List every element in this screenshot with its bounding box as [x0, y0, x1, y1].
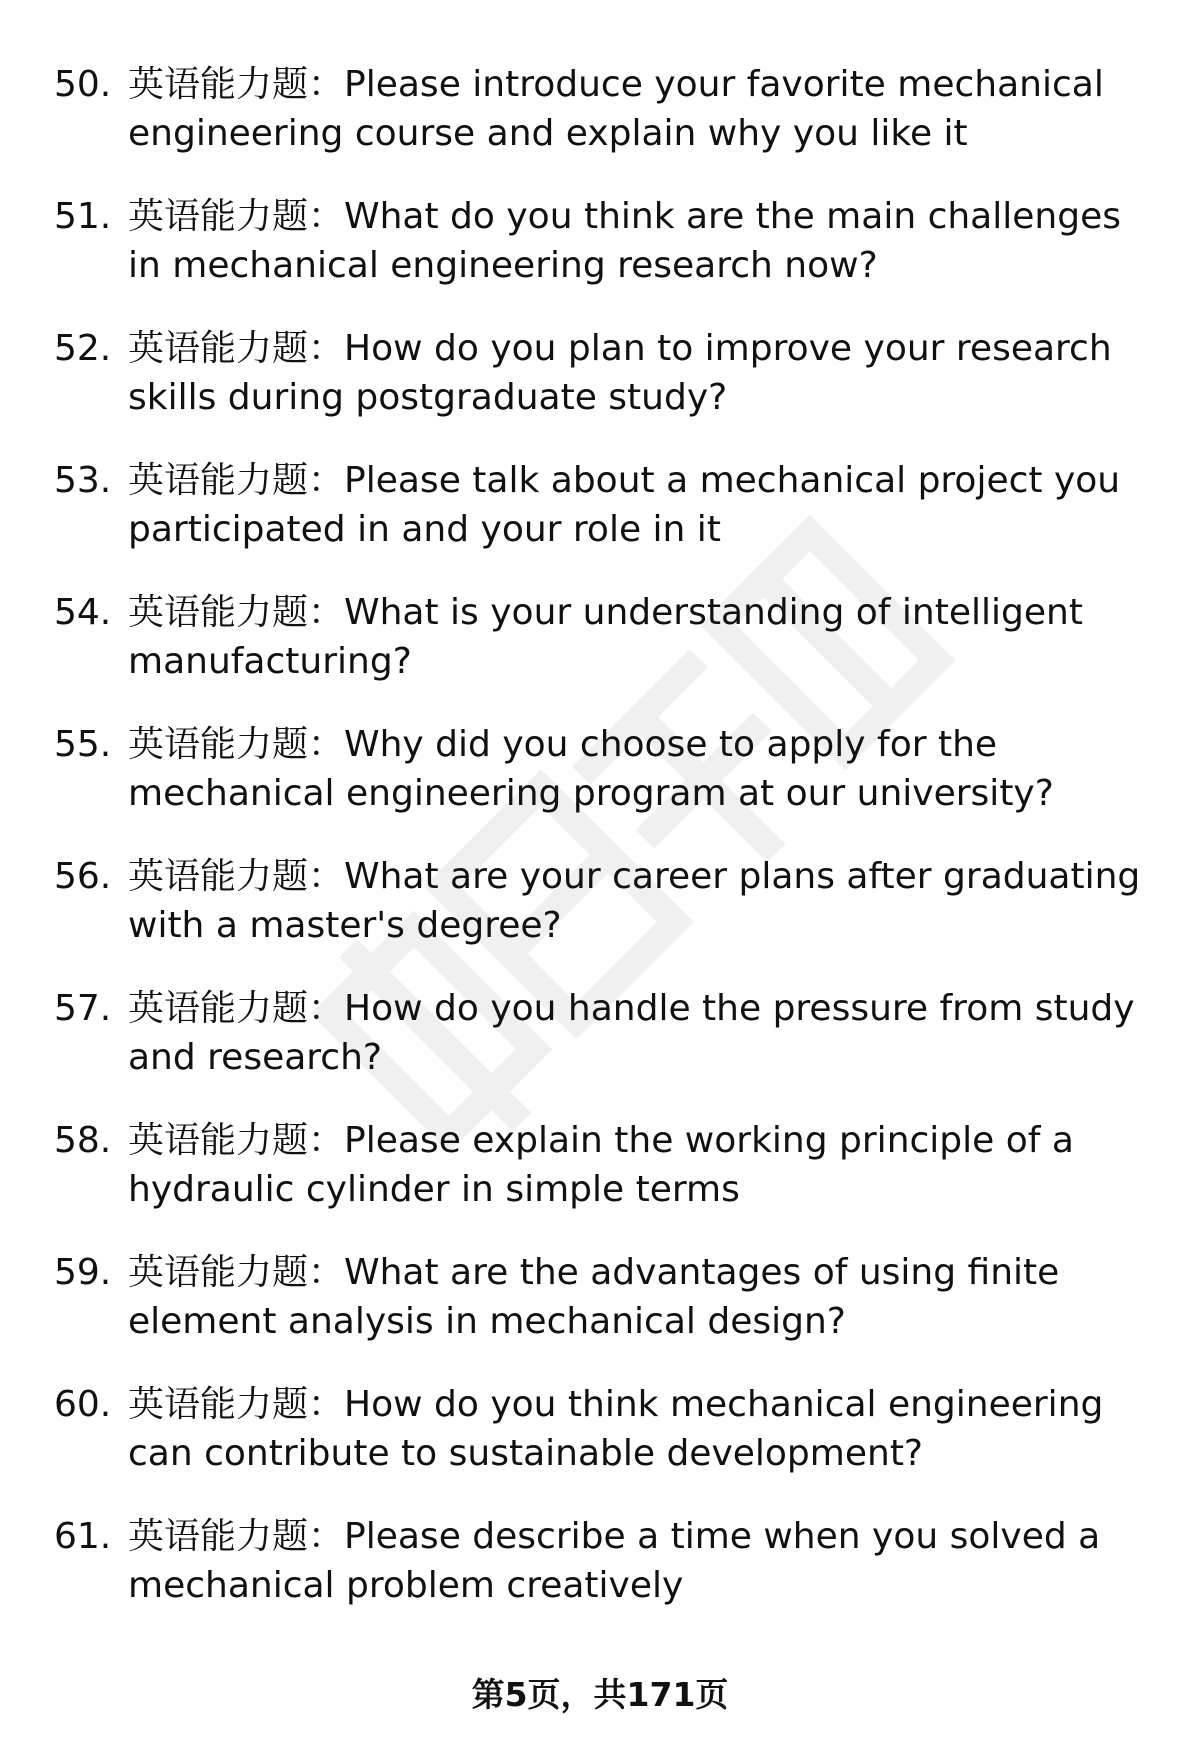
question-item	[54, 1380, 1164, 1512]
question-category: 英语能力题：	[128, 988, 345, 1029]
question-text: What are your career plans after graduating with a master's degree?	[128, 856, 1141, 946]
question-category: 英语能力题：	[128, 592, 345, 633]
question-item	[54, 984, 1164, 1116]
question-body	[128, 456, 1164, 554]
question-item	[54, 1248, 1164, 1380]
question-category: 英语能力题：	[128, 328, 345, 369]
question-item	[54, 192, 1164, 324]
question-number: 54.	[54, 592, 112, 633]
question-number: 59.	[54, 1252, 112, 1293]
question-body	[128, 1248, 1164, 1346]
question-number: 60.	[54, 1384, 112, 1425]
question-text: Why did you choose to apply for the mechanical engineering program at our university?	[128, 724, 1054, 814]
question-item	[54, 456, 1164, 588]
question-number: 51.	[54, 196, 112, 237]
question-body	[128, 1116, 1164, 1214]
question-text: Please talk about a mechanical project you participated in and your role in it	[128, 460, 1121, 550]
question-number: 55.	[54, 724, 112, 765]
question-number: 53.	[54, 460, 112, 501]
question-body	[128, 984, 1164, 1082]
page-number-footer: 第5页，共171页	[471, 1675, 729, 1714]
question-body	[128, 60, 1164, 158]
question-category: 英语能力题：	[128, 856, 345, 897]
question-item	[54, 60, 1164, 192]
question-category: 英语能力题：	[128, 196, 345, 237]
question-category: 英语能力题：	[128, 1120, 345, 1161]
question-body	[128, 588, 1164, 686]
question-number: 52.	[54, 328, 112, 369]
question-category: 英语能力题：	[128, 1384, 345, 1425]
question-body	[128, 192, 1164, 290]
question-number: 57.	[54, 988, 112, 1029]
question-text: Please describe a time when you solved a mechanical problem creatively	[128, 1516, 1101, 1606]
question-body	[128, 1512, 1164, 1610]
question-item	[54, 1116, 1164, 1248]
question-number: 50.	[54, 64, 112, 105]
question-text: What is your understanding of intelligent manufacturing?	[128, 592, 1083, 682]
question-list	[54, 60, 1164, 1644]
question-body	[128, 1380, 1164, 1478]
question-body	[128, 324, 1164, 422]
question-category: 英语能力题：	[128, 64, 345, 105]
question-text: How do you plan to improve your research skills during postgraduate study?	[128, 328, 1112, 418]
question-category: 英语能力题：	[128, 724, 345, 765]
question-number: 58.	[54, 1120, 112, 1161]
question-number: 56.	[54, 856, 112, 897]
question-text: What are the advantages of using finite element analysis in mechanical design?	[128, 1252, 1060, 1342]
question-text: Please explain the working principle of a hydraulic cylinder in simple terms	[128, 1120, 1074, 1210]
question-category: 英语能力题：	[128, 1516, 345, 1557]
question-number: 61.	[54, 1516, 112, 1557]
question-text: How do you handle the pressure from study and research?	[128, 988, 1135, 1078]
question-item	[54, 720, 1164, 852]
question-text: What do you think are the main challenges in mechanical engineering research now?	[128, 196, 1121, 286]
question-body	[128, 720, 1164, 818]
question-category: 英语能力题：	[128, 460, 345, 501]
question-item	[54, 852, 1164, 984]
question-item	[54, 588, 1164, 720]
question-text: How do you think mechanical engineering can contribute to sustainable development?	[128, 1384, 1104, 1474]
question-body	[128, 852, 1164, 950]
question-item	[54, 1512, 1164, 1644]
question-category: 英语能力题：	[128, 1252, 345, 1293]
question-text: Please introduce your favorite mechanical engineering course and explain why you like it	[128, 64, 1104, 154]
question-item	[54, 324, 1164, 456]
